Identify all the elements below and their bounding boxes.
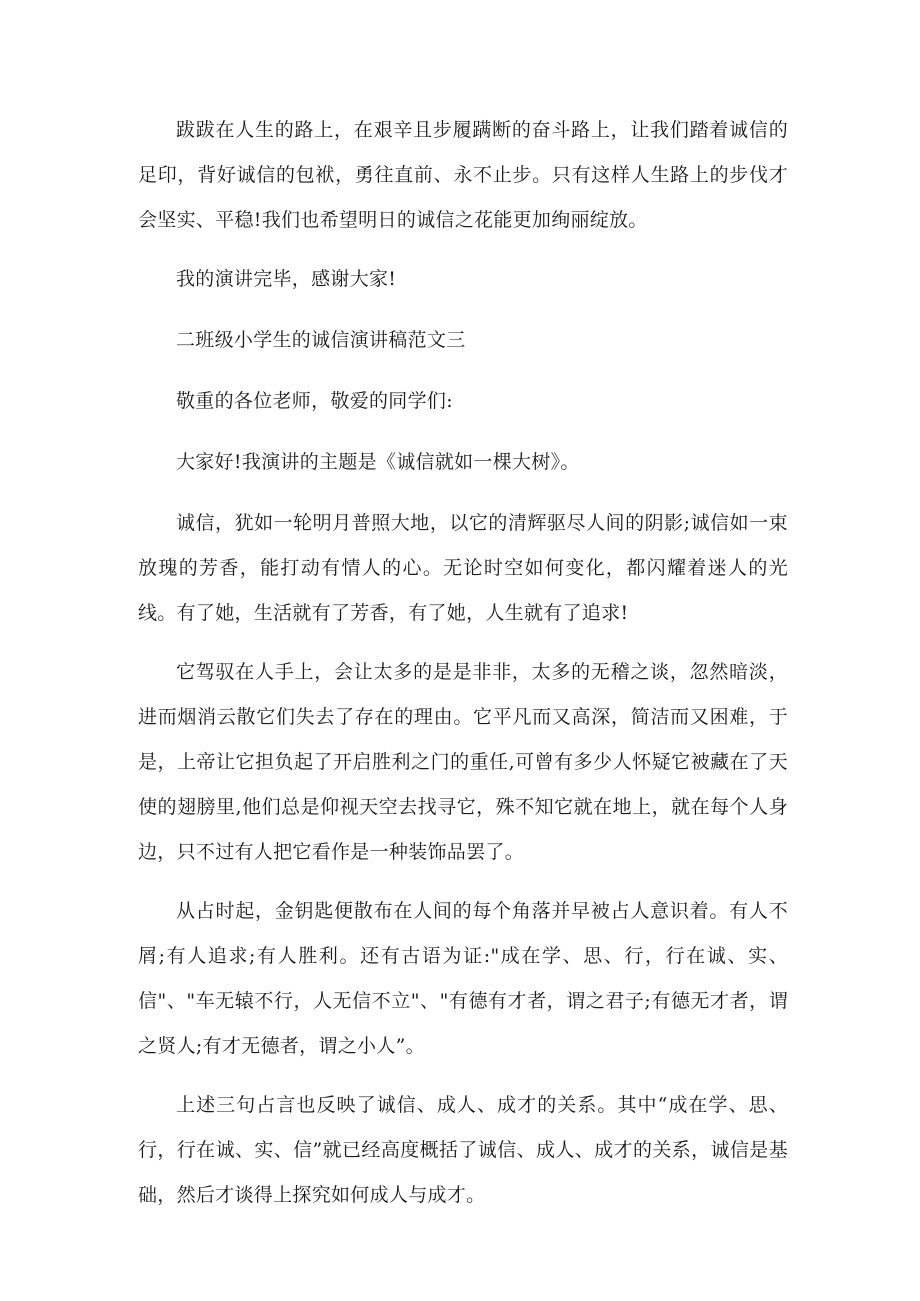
section-title: 二班级小学生的诚信演讲稿范文三 — [176, 329, 466, 351]
paragraph-honesty-moon: 诚信，犹如一轮明月普照大地，以它的清辉驱尽人间的阴影;诚信如一束放瑰的芳香，能打动有情人的心。无论时空如何变化，都闪耀着迷人的光线。有了她，生活就有了芳香，有了她，人生就有了追求! — [138, 512, 788, 624]
paragraph-topic: 大家好!我演讲的主题是《诚信就如一棵大树》。 — [176, 451, 580, 473]
paragraph-honesty-power: 它驾驭在人手上，会让太多的是是非非，太多的无稽之谈，忽然暗淡，进而烟消云散它们失去了存在的理由。它平凡而又高深，简洁而又困难，于是，上帝让它担负起了开启胜利之门的重任,可曾有多少人怀疑它被藏在了天使的翅膀里,他们总是仰视天空去找寻它，殊不知它就在地上，就在每个人身边，只不过有人把它看作是一种装饰品罢了。 — [138, 661, 788, 863]
paragraph-closing-reflection: 跋跋在人生的路上，在艰辛且步履蹒断的奋斗路上，让我们踏着诚信的足印，背好诚信的包袱，勇往直前、永不止步。只有这样人生路上的步伐才会坚实、平稳!我们也希望明日的诚信之花能更加绚丽绽放。 — [138, 119, 788, 231]
paragraph-salutation: 敬重的各位老师，敬爱的同学们: — [176, 390, 453, 412]
paragraph-thanks: 我的演讲完毕，感谢大家! — [176, 268, 397, 290]
paragraph-ancient-sayings: 从占时起，金钥匙便散布在人间的每个角落并早被占人意识着。有人不屑;有人追求;有人胜利。还有古语为证:"成在学、思、行，行在诚、实、信"、"车无辕不行，人无信不立"、"有德有才者，谓之君子;有德无才者，谓之贤人;有才无德者，谓之小人”。 — [138, 900, 788, 1057]
document-body — [138, 108, 788, 1232]
paragraph-relationship: 上述三句占言也反映了诚信、成人、成才的关系。其中“成在学、思、行，行在诚、实、信”就已经高度概括了诚信、成人、成才的关系，诚信是基础，然后才谈得上探究如何成人与成才。 — [138, 1094, 788, 1206]
